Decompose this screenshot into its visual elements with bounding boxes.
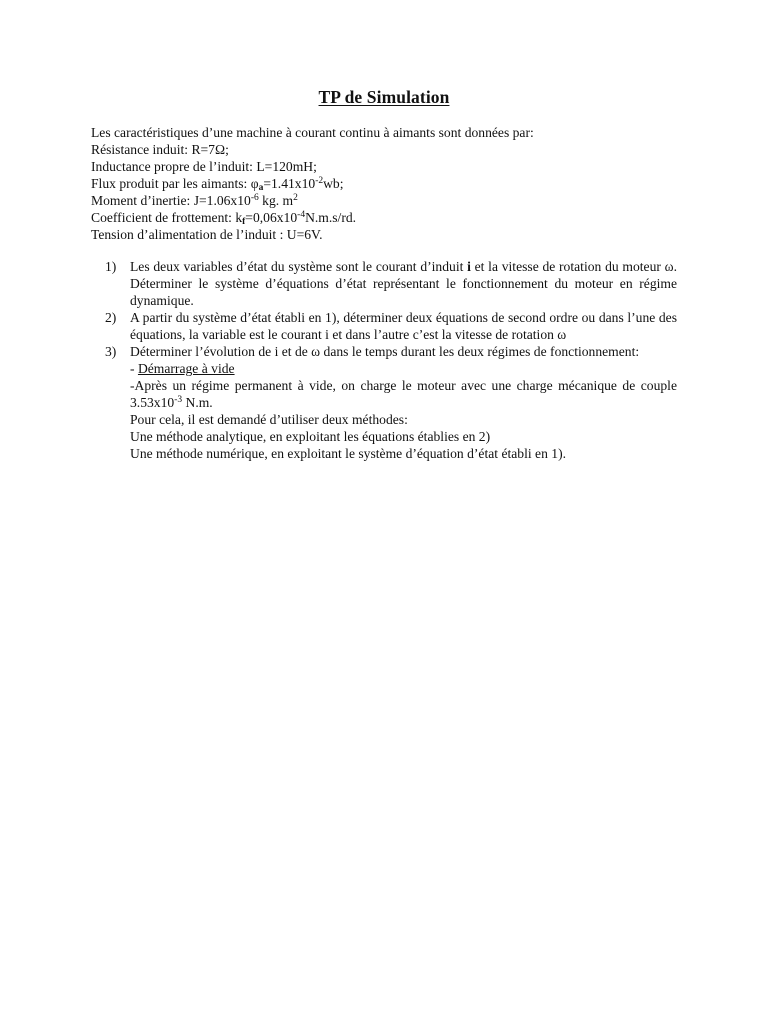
question-1-text-c: du moteur ω. Déterminer le système d’équations d’état représentant le fonctionnement (130, 259, 677, 291)
spec-inductance-label: Inductance propre de l’induit: (91, 159, 257, 174)
spec-flux-value: =1.41x10 (263, 176, 316, 191)
spec-flux (91, 175, 691, 192)
spec-resistance-label: Résistance induit: (91, 142, 192, 157)
question-2-text-c: rotation ω (511, 327, 567, 342)
spec-inertia-unit-exponent: 2 (293, 193, 298, 203)
spec-voltage (91, 226, 691, 243)
spec-inertia-value: J=1.06x10 (193, 193, 251, 208)
question-item (91, 343, 677, 462)
question-1-var-i: i (467, 259, 471, 274)
spec-flux-label: Flux produit par les aimants: (91, 176, 251, 191)
question-3-startup-line (130, 360, 677, 377)
spec-friction-value: =0,06x10 (245, 210, 298, 225)
question-text (130, 309, 677, 343)
spec-friction-subscript: f (242, 217, 246, 227)
spec-inductance-value: L=120mH; (256, 159, 317, 174)
specs-block (91, 124, 691, 243)
spec-flux-subscript: a (258, 183, 264, 193)
question-item (91, 258, 677, 309)
question-3-method-analytic: Une méthode analytique, en exploitant les équations établies en 2) (130, 429, 491, 444)
spec-resistance (91, 141, 691, 158)
question-3-method-numeric: Une méthode numérique, en exploitant le système d’équation d’état établi en 1). (130, 446, 566, 461)
question-3-startup-label: Démarrage à vide (137, 361, 235, 376)
spec-friction-unit: N.m.s/rd. (305, 210, 357, 225)
question-3-text-b: fonctionnement: (550, 344, 640, 359)
spec-flux-symbol: φ (250, 176, 259, 191)
spec-friction-label: Coefficient de frottement: (91, 210, 236, 225)
spec-voltage-label: Tension d’alimentation de l’induit : (91, 227, 287, 242)
question-text (130, 343, 677, 360)
spec-flux-unit: wb; (323, 176, 344, 191)
question-1-text-b: et la vitesse de rotation (470, 259, 602, 274)
question-number: 1) (105, 259, 117, 274)
question-2-text-b: dans l’une des équations, la variable est le courant i et dans l’autre c’est la vitesse de (130, 310, 677, 342)
spec-inertia-unit: kg. m (258, 193, 294, 208)
question-3-dash: - (130, 361, 138, 376)
question-3-torque-exponent: -3 (174, 395, 183, 405)
spec-inertia-label: Moment d’inertie: (91, 193, 194, 208)
question-1-text-d: du moteur en régime dynamique. (130, 276, 678, 308)
spec-resistance-value: R=7Ω; (191, 142, 229, 157)
question-3-text-c: -Après un régime permanent à vide, on charge le moteur avec une charge mécanique de (130, 378, 636, 393)
spec-friction-exponent: -4 (297, 210, 306, 220)
spec-inertia-exponent: -6 (250, 193, 259, 203)
question-text (130, 258, 677, 309)
question-3-torque-unit: N.m. (182, 395, 213, 410)
question-3-methods-intro: Pour cela, il est demandé d’utiliser deux méthodes: (130, 412, 408, 427)
spec-inertia (91, 192, 691, 209)
question-3-text-a: Déterminer l’évolution de i et de ω dans le temps durant les deux régimes de (130, 344, 547, 359)
question-3-torque-value: couple 3.53x10 (130, 378, 677, 410)
question-3-load-text (130, 377, 677, 411)
spec-flux-exponent: -2 (315, 176, 324, 186)
intro-text: Les caractéristiques d’une machine à courant continu à aimants sont données par: (91, 125, 534, 140)
page-title: TP de Simulation (318, 87, 450, 107)
questions-list (91, 258, 677, 462)
question-item (91, 309, 677, 343)
question-number: 3) (105, 344, 117, 359)
spec-friction (91, 209, 691, 226)
question-2-text-a: A partir du système d’état établi en 1), déterminer deux équations de second ordre ou (130, 310, 596, 325)
spec-inductance (91, 158, 691, 175)
spec-voltage-value: U=6V. (286, 227, 323, 242)
question-1-text-a: Les deux variables d’état du système sont le courant d’induit (130, 259, 468, 274)
spec-friction-symbol: k (235, 210, 243, 225)
question-number: 2) (105, 310, 117, 325)
